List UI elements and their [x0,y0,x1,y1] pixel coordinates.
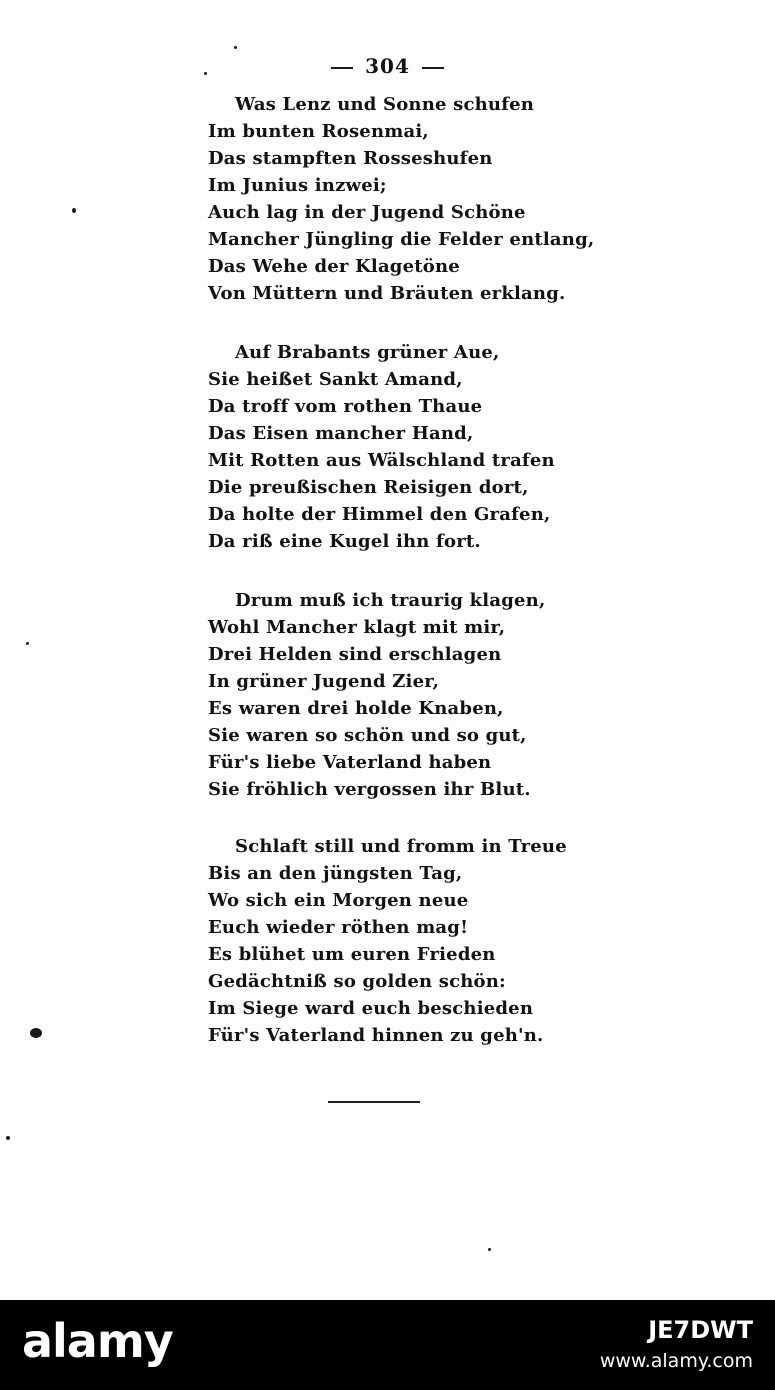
header-dash-left [331,67,353,69]
verse-line: Was Lenz und Sonne schufen [235,94,535,115]
verse-line: Wohl Mancher klagt mit mir, [208,617,506,638]
verse-line: Das Wehe der Klagetöne [208,256,460,277]
page-header [0,54,775,78]
scan-speck [204,72,207,75]
verse-line: Bis an den jüngsten Tag, [208,863,463,884]
verse-line: Sie waren so schön und so gut, [208,725,527,746]
verse-line: Auf Brabants grüner Aue, [235,342,500,363]
verse-line: Mit Rotten aus Wälschland trafen [208,450,555,471]
verse-line: Euch wieder röthen mag! [208,917,469,938]
header-dash-right [422,67,444,69]
watermark-logo: alamy [22,1314,173,1368]
verse-line: Im Junius inzwei; [208,175,387,196]
verse-line: Die preußischen Reisigen dort, [208,477,529,498]
verse-line: Da troff vom rothen Thaue [208,396,483,417]
verse-line: Da riß eine Kugel ihn fort. [208,531,481,552]
verse-line: Das Eisen mancher Hand, [208,423,474,444]
verse-line: Drei Helden sind erschlagen [208,644,502,665]
verse-line: Schlaft still und fromm in Treue [235,836,567,857]
verse-line: Es blühet um euren Frieden [208,944,496,965]
watermark-banner [0,1300,775,1390]
end-rule [328,1101,420,1103]
verse-line: Auch lag in der Jugend Schöne [208,202,526,223]
verse-line: Es waren drei holde Knaben, [208,698,504,719]
verse-line: Drum muß ich traurig klagen, [235,590,546,611]
verse-line: Von Müttern und Bräuten erklang. [208,283,566,304]
scan-speck [488,1248,491,1251]
verse-line: In grüner Jugend Zier, [208,671,440,692]
page-number: 304 [365,54,410,78]
verse-line: Das stampften Rosseshufen [208,148,493,169]
scan-speck [26,642,29,645]
scan-speck [234,46,237,49]
verse-line: Sie fröhlich vergossen ihr Blut. [208,779,531,800]
scan-speck [30,1028,42,1038]
scan-speck [72,208,76,213]
watermark-image-id: JE7DWT [648,1316,753,1344]
verse-line: Im Siege ward euch beschieden [208,998,534,1019]
verse-line: Im bunten Rosenmai, [208,121,429,142]
verse-line: Sie heißet Sankt Amand, [208,369,463,390]
verse-line: Mancher Jüngling die Felder entlang, [208,229,595,250]
verse-line: Für's liebe Vaterland haben [208,752,492,773]
verse-line: Gedächtniß so golden schön: [208,971,506,992]
verse-line: Für's Vaterland hinnen zu geh'n. [208,1025,544,1046]
watermark-site: www.alamy.com [599,1350,753,1372]
verse-line: Wo sich ein Morgen neue [208,890,469,911]
verse-line: Da holte der Himmel den Grafen, [208,504,551,525]
scan-speck [6,1136,10,1140]
